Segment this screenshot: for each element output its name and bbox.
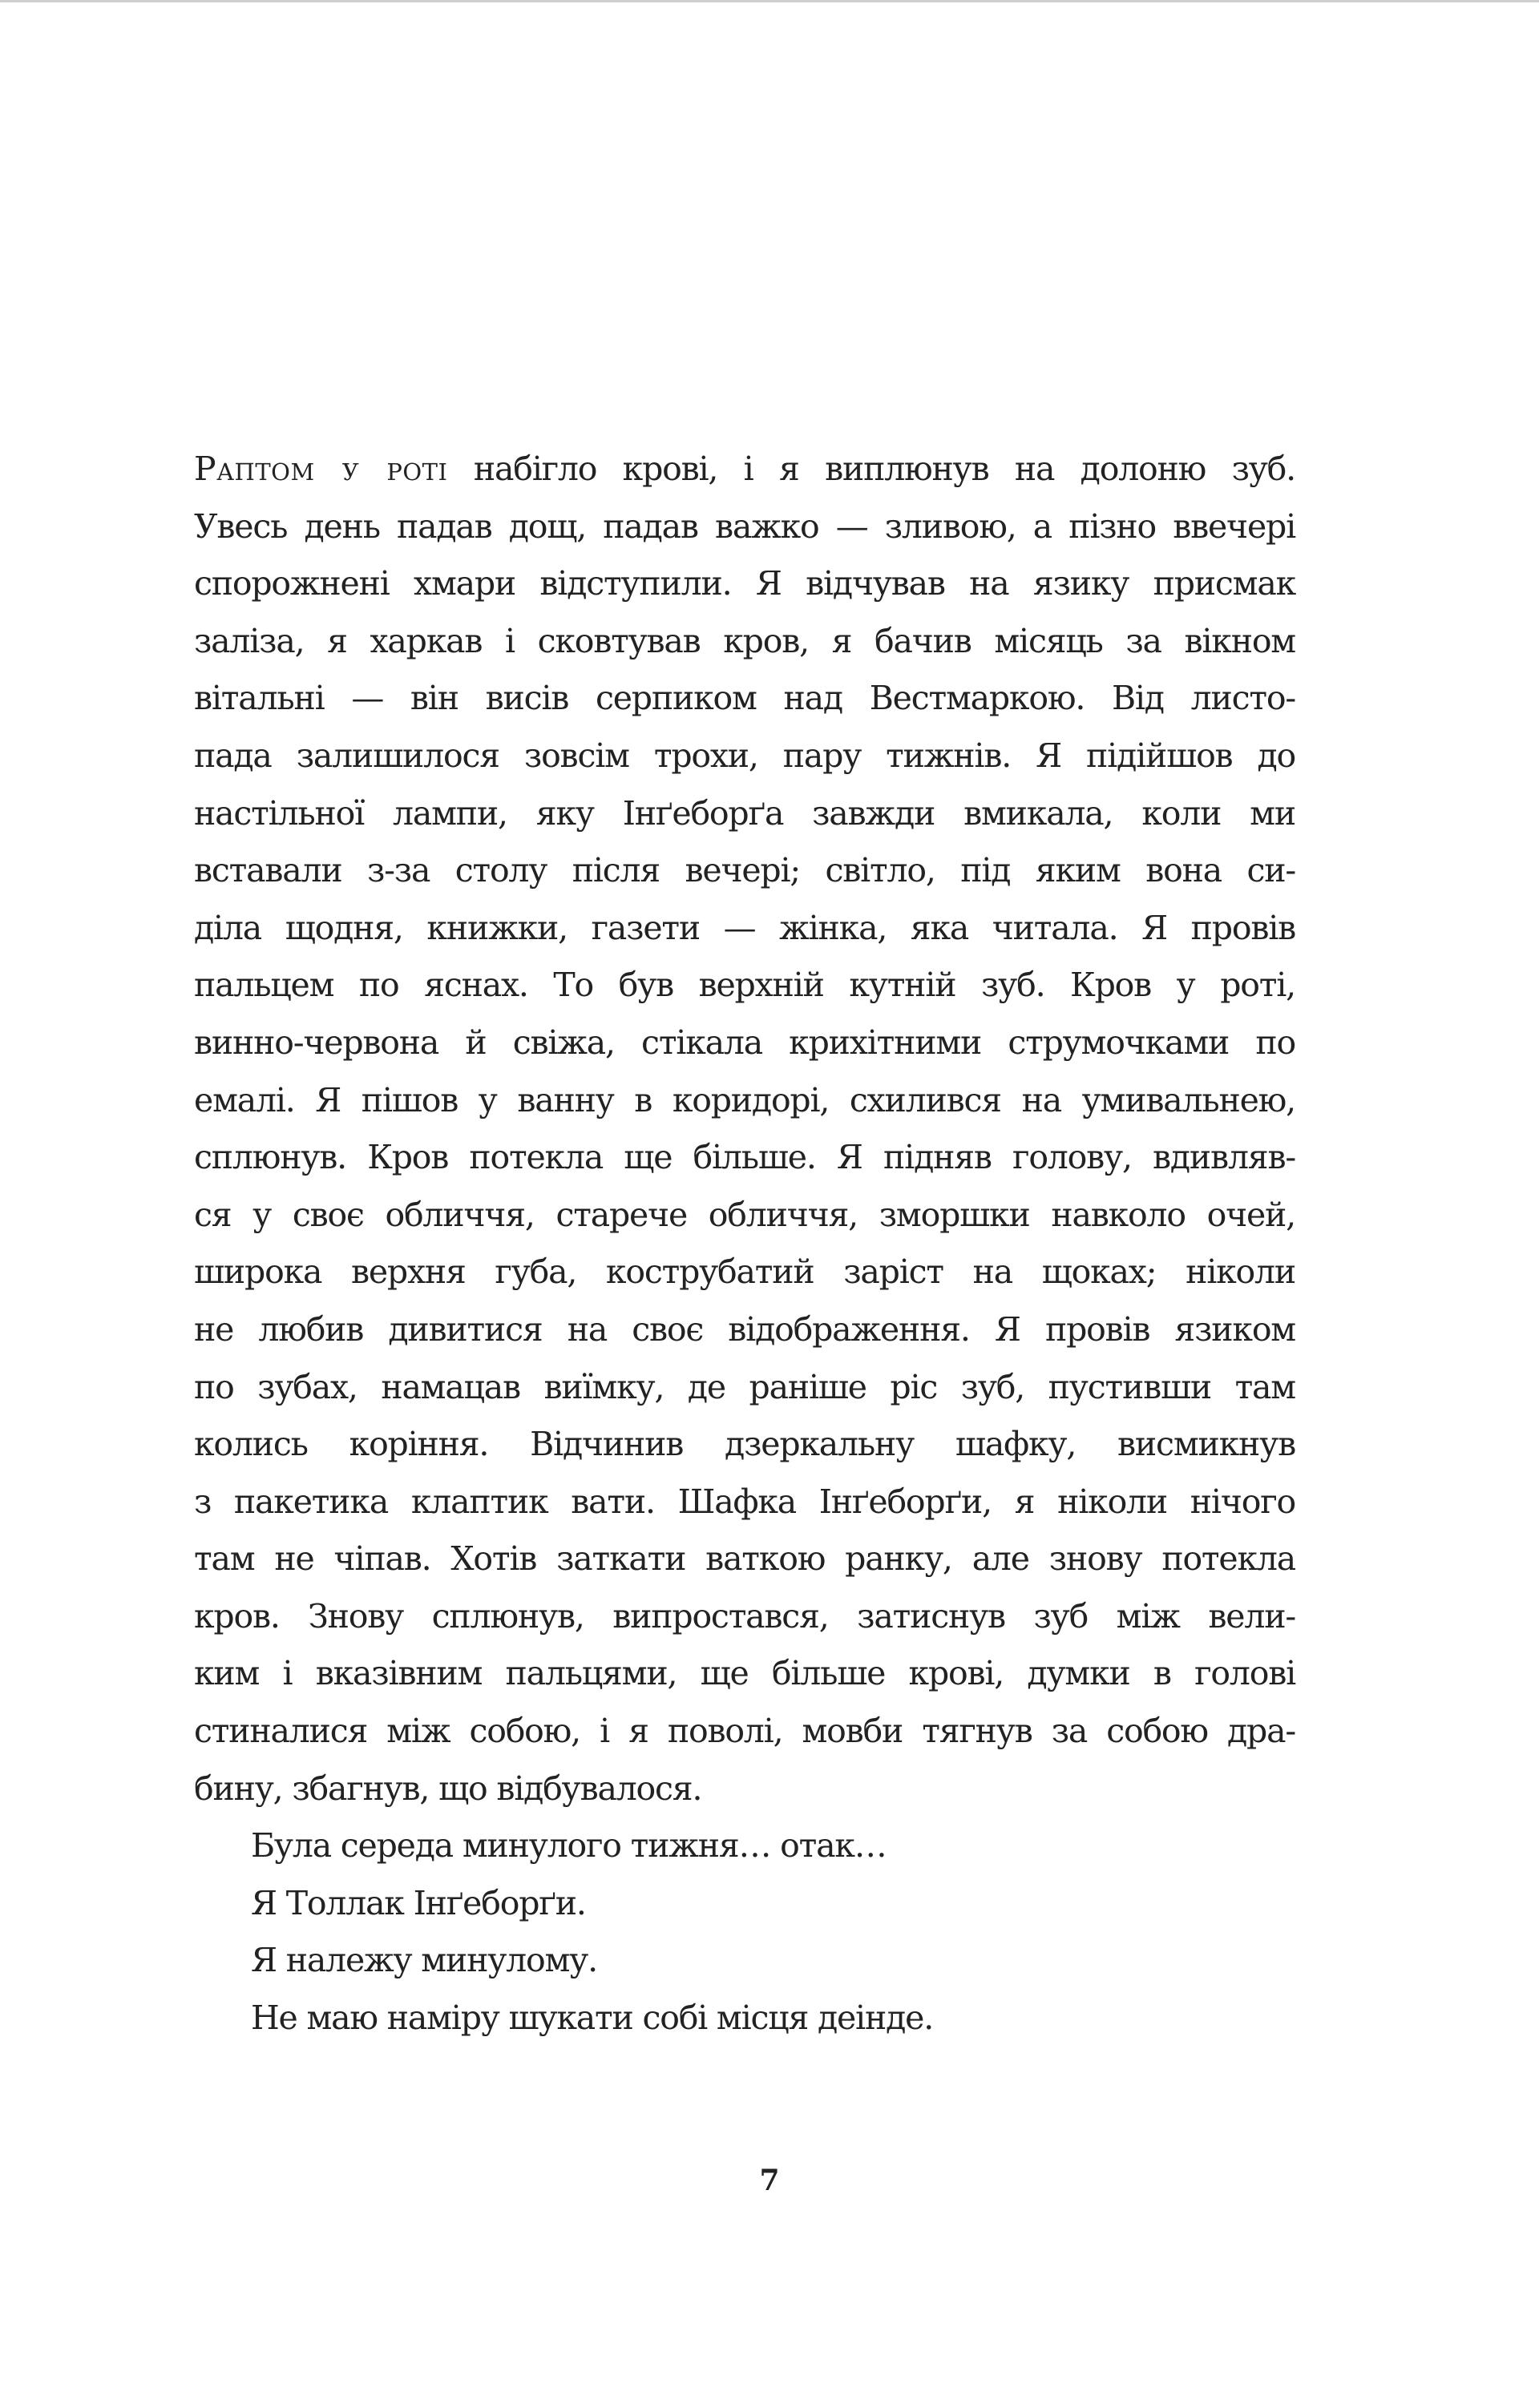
text-line: бину, збагнув, що відбувалося. (194, 1769, 702, 1808)
text-line: діла щодня, книжки, газети — жінка, яка читала. Я провів (194, 908, 1295, 947)
text-line: пада залишилося зовсім трохи, пару тижнів. Я підійшов до (194, 736, 1295, 775)
page-number: 7 (759, 2164, 780, 2197)
text-line: спорожнені хмари відступили. Я відчував на язику присмак (194, 564, 1295, 603)
opening-smallcaps: Раптом у роті (194, 450, 448, 488)
text-line: ким і вказівним пальцями, ще більше крові, думки в голові (194, 1654, 1295, 1693)
text-line: вітальні — він висів серпиком над Вестмаркою. Від листо- (194, 679, 1295, 718)
text-line: широка верхня губа, кострубатий заріст на щоках; ніколи (194, 1252, 1295, 1292)
text-line: по зубах, намацав виїмку, де раніше ріс зуб, пустивши там (194, 1367, 1295, 1406)
text-line: колись коріння. Відчинив дзеркальну шафку, висмикнув (194, 1425, 1295, 1464)
text-line: заліза, я харкав і сковтував кров, я бачив місяць за вікном (194, 621, 1295, 660)
text-line: там не чіпав. Хотів заткати ваткою ранку, але знову потекла (194, 1539, 1295, 1579)
text-line: стиналися між собою, і я поволі, мовби тягнув за собою дра- (194, 1712, 1295, 1751)
short-line: Була середа минулого тижня… отак… (251, 1826, 887, 1865)
short-line: Я належу минулому. (251, 1941, 597, 1980)
text-line: з пакетика клаптик вати. Шафка Інґеборґи, я ніколи нічого (194, 1482, 1295, 1521)
text-line: вставали з-за столу після вечері; світло, під яким вона си- (194, 851, 1295, 890)
opening-paragraph (194, 441, 1295, 1817)
top-border (0, 0, 1539, 2)
closing-lines (194, 1817, 1295, 2047)
text-line: не любив дивитися на своє відображення. Я провів язиком (194, 1309, 1295, 1349)
text-line: Увесь день падав дощ, падав важко — зливою, а пізно ввечері (194, 506, 1295, 546)
text-line: сплюнув. Кров потекла ще більше. Я підняв голову, вдивляв- (194, 1138, 1295, 1177)
text-line: Раптом у роті набігло крові, і я виплюнув на долоню зуб. (194, 450, 1295, 488)
text-line: настільної лампи, яку Інґеборґа завжди вмикала, коли ми (194, 793, 1295, 833)
text-line: ся у своє обличчя, старече обличчя, зморшки навколо очей, (194, 1195, 1295, 1234)
short-line: Не маю наміру шукати собі місця деінде. (251, 1999, 934, 2038)
text-line: емалі. Я пішов у ванну в коридорі, схилився на умивальнею, (194, 1080, 1295, 1119)
book-page-body (194, 441, 1295, 2047)
text-line: винно-червона й свіжа, стікала крихітними струмочками по (194, 1022, 1295, 1062)
short-line: Я Толлак Інґеборґи. (251, 1883, 586, 1922)
text-line: кров. Знову сплюнув, випростався, затиснув зуб між вели- (194, 1596, 1295, 1636)
text-line: пальцем по яснах. То був верхній кутній зуб. Кров у роті, (194, 966, 1295, 1005)
